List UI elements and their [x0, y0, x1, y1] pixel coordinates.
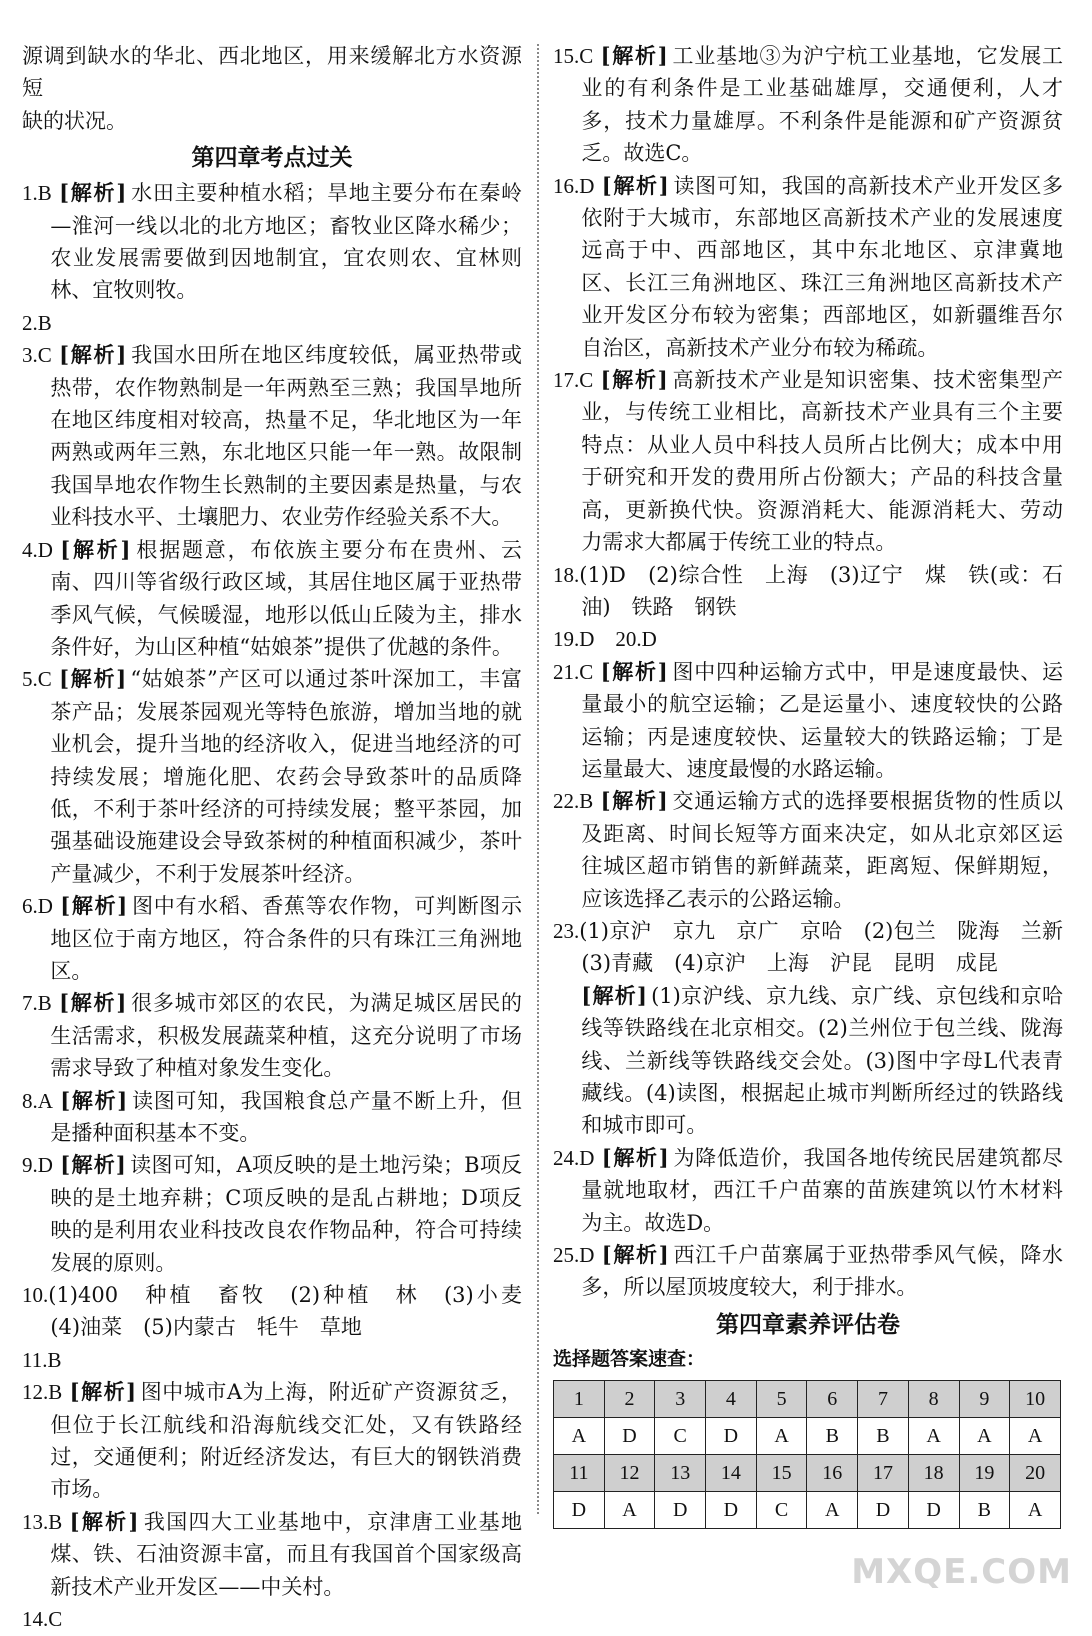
answer-cell: B [959, 1491, 1010, 1528]
analysis-tag: [解析] [600, 658, 669, 684]
answer-item [22, 534, 522, 664]
answer-cell: B [807, 1417, 858, 1454]
chapter-heading: 第四章考点过关 [191, 145, 353, 172]
analysis-tag: [解析] [60, 1087, 129, 1113]
answer-item [22, 1376, 522, 1506]
intro-line-1: 源调到缺水的华北、西北地区，用来缓解北方水资源短 [22, 44, 522, 101]
answer-item [22, 663, 522, 890]
analysis-tag: [解析] [601, 1144, 670, 1170]
answer-item [22, 339, 522, 533]
answer-item [553, 785, 1063, 915]
analysis-tag: [解析] [60, 1152, 127, 1178]
answer-text: 图中四种运输方式中，甲是速度最快、运量最小的航空运输；乙是运量小、速度较快的公路运输；丙是速度较快、运量较大的铁路运输；丁是运量最大、速度最慢的水路运输。 [581, 659, 1064, 781]
answer-key-label: 选择题答案速查： [553, 1347, 706, 1370]
answer-number: 25.D [553, 1243, 595, 1268]
answer-text: 交通运输方式的选择要根据货物的性质以及距离、时间长短等方面来决定，如从北京郊区运往城区超市销售的新鲜蔬菜，距离短、保鲜期短，应该选择乙表示的公路运输。 [581, 789, 1064, 911]
question-number-cell: 4 [706, 1380, 757, 1417]
answer-number: 15.C [553, 44, 594, 68]
question-number-cell: 1 [554, 1380, 605, 1417]
analysis-tag: [解析] [59, 180, 128, 206]
answer-number: 2.B [22, 310, 52, 335]
answer-number: 18. [553, 562, 580, 587]
answer-text: 图中有水稻、香蕉等农作物，可判断图示地区位于南方地区，符合条件的只有珠江三角洲地区。 [50, 894, 523, 983]
answer-item [22, 177, 522, 307]
answer-item [553, 170, 1063, 364]
answer-text: 读图可知，A项反映的是土地污染；B项反映的是土地弃耕；C项反映的是乱占耕地；D项反映的是利用农业科技改良农作物品种，符合可持续发展的原则。 [50, 1153, 522, 1275]
answer-number: 19.D 20.D [553, 627, 657, 652]
answer-text: 根据题意，布依族主要分布在贵州、云南、四川等省级行政区域，其居住地区属于亚热带季风气候，气候暖湿，地形以低山丘陵为主，排水条件好，为山区种植“姑娘茶”提供了优越的条件。 [50, 537, 522, 659]
answer-text: 我国四大工业基地中，京津唐工业基地煤、铁、石油资源丰富，而且有我国首个国家级高新技术产业开发区——中关村。 [50, 1509, 522, 1599]
left-answer-list [22, 177, 543, 1635]
analysis-tag: [解析] [600, 43, 669, 68]
question-number-cell: 18 [908, 1454, 959, 1491]
analysis-tag: [解析] [69, 1379, 138, 1405]
answer-number: 23. [553, 918, 580, 943]
answer-item [22, 1344, 522, 1376]
answer-table-number-row [554, 1454, 1061, 1491]
analysis-tag: [解析] [59, 990, 128, 1016]
left-column [22, 40, 543, 1636]
answer-item [22, 890, 522, 987]
answer-item [22, 1603, 522, 1635]
answer-number: 22.B [553, 789, 594, 814]
answer-item [553, 656, 1063, 786]
answer-text: “姑娘茶”产区可以通过茶叶深加工，丰富茶产品；发展茶园观光等特色旅游，增加当地的就业机会，提升当地的经济收入，促进当地经济的可持续发展；增施化肥、农药会导致茶叶的品质降低，不利于茶叶经济的可持续发展；整平茶园，加强基础设施建设会导致茶树的种植面积减少，茶叶产量减少，不利于发展茶叶经济。 [50, 667, 522, 886]
answer-cell: C [655, 1417, 706, 1454]
answer-text: (1)D (2)综合性 上海 (3)辽宁 煤 铁(或：石油) 铁路 钢铁 [579, 562, 1063, 619]
answer-number: 10. [22, 1283, 49, 1308]
question-number-cell: 5 [756, 1380, 807, 1417]
answer-text: 读图可知，我国粮食总产量不断上升，但是播种面积基本不变。 [50, 1088, 523, 1145]
answer-text: 为降低造价，我国各地传统民居建筑都尽量就地取材，西江千户苗寨的苗族建筑以竹木材料为主。故选D。 [581, 1145, 1063, 1235]
question-number-cell: 17 [858, 1454, 909, 1491]
answer-item [553, 915, 1084, 980]
answer-item [553, 1239, 1063, 1304]
answer-cell: A [1010, 1491, 1061, 1528]
answer-number: 11.B [22, 1347, 62, 1372]
answer-text: 图中城市A为上海，附近矿产资源贫乏，但位于长江航线和沿海航线交汇处，又有铁路经过，交通便利；附近经济发达，有巨大的钢铁消费市场。 [50, 1380, 523, 1502]
analysis-tag: [解析] [60, 893, 129, 919]
answer-number: 16.D [553, 173, 595, 198]
answer-number: 14.C [22, 1607, 63, 1632]
analysis-tag: [解析] [69, 1508, 140, 1534]
answer-cell: D [655, 1491, 706, 1528]
answer-table-answer-row [554, 1491, 1061, 1528]
answer-cell: A [604, 1491, 655, 1528]
answer-number: 24.D [553, 1145, 595, 1170]
analysis-tag: [解析] [581, 982, 648, 1008]
answer-cell: A [807, 1491, 858, 1528]
answer-cell: B [858, 1417, 909, 1454]
answer-text: 读图可知，我国的高新技术产业开发区多依附于大城市，东部地区高新技术产业的发展速度远高于中、西部地区，其中东北地区、京津冀地区、长江三角洲地区、珠江三角洲地区高新技术产业开发区分布较为密集；西部地区，如新疆维吾尔自治区，高新技术产业分布较为稀疏。 [581, 173, 1063, 360]
answer-text: 高新技术产业是知识密集、技术密集型产业，与传统工业相比，高新技术产业具有三个主要特点：从业人员中科技人员所占比例大；成本中用于研究和开发的费用所占份额大；产品的科技含量高，更新换代快。资源消耗大、能源消耗大、劳动力需求大都属于传统工业的特点。 [581, 368, 1064, 555]
watermark: MXQE.COM [851, 1552, 1072, 1592]
answer-item [553, 980, 1063, 1142]
answer-key-table [553, 1380, 1061, 1529]
question-number-cell: 13 [655, 1454, 706, 1491]
question-number-cell: 20 [1010, 1454, 1061, 1491]
answer-cell: C [756, 1491, 807, 1528]
answer-text: 我国水田所在地区纬度较低，属亚热带或热带，农作物熟制是一年两熟至三熟；我国旱地所在地区纬度相对较高，热量不足，华北地区为一年两熟或两年三熟，东北地区只能一年一熟。故限制我国旱地农作物生长熟制的主要因素是热量，与农业科技水平、土壤肥力、农业劳作经验关系不大。 [50, 343, 522, 530]
right-answer-list [553, 40, 1084, 1304]
answer-cell: D [908, 1491, 959, 1528]
question-number-cell: 8 [908, 1380, 959, 1417]
answer-number: 21.C [553, 659, 594, 684]
answer-item [22, 987, 522, 1084]
answer-number: 4.D [22, 537, 53, 562]
question-number-cell: 6 [807, 1380, 858, 1417]
question-number-cell: 2 [604, 1380, 655, 1417]
answer-cell: D [706, 1491, 757, 1528]
analysis-tag: [解析] [601, 172, 670, 198]
answer-cell: D [706, 1417, 757, 1454]
answer-number: 7.B [22, 991, 52, 1016]
answer-item [22, 1149, 522, 1279]
assessment-heading: 第四章素养评估卷 [716, 1311, 900, 1338]
answer-item [553, 364, 1063, 558]
answer-number: 6.D [22, 894, 53, 919]
answer-item [22, 1085, 522, 1150]
question-number-cell: 15 [756, 1454, 807, 1491]
answer-number: 8.A [22, 1088, 53, 1113]
right-column [553, 40, 1084, 1529]
answer-table-number-row [554, 1380, 1061, 1417]
answer-number: 13.B [22, 1509, 63, 1534]
answer-cell: A [959, 1417, 1010, 1454]
answer-number: 1.B [22, 181, 52, 206]
answer-item [553, 623, 1063, 655]
answer-cell: A [554, 1417, 605, 1454]
analysis-tag: [解析] [600, 367, 669, 393]
answer-text: 工业基地③为沪宁杭工业基地，它发展工业的有利条件是工业基础雄厚，交通便利，人才多，技术力量雄厚。不利条件是能源和矿产资源贫乏。故选C。 [581, 44, 1064, 166]
answer-cell: D [858, 1491, 909, 1528]
question-number-cell: 16 [807, 1454, 858, 1491]
answer-cell: A [756, 1417, 807, 1454]
answer-item [22, 1506, 522, 1603]
analysis-tag: [解析] [60, 536, 132, 562]
answer-item [22, 1279, 543, 1344]
answer-cell: A [908, 1417, 959, 1454]
analysis-tag: [解析] [59, 342, 128, 368]
answer-table-answer-row [554, 1417, 1061, 1454]
answer-item [553, 40, 1063, 170]
answer-text: (1)400 种植 畜牧 (2)种植 林 (3)小麦 (4)油菜 (5)内蒙古 牦牛 草地 [48, 1283, 543, 1340]
answer-text: 西江千户苗寨属于亚热带季风气候，降水多，所以屋顶坡度较大，利于排水。 [581, 1243, 1063, 1300]
question-number-cell: 10 [1010, 1380, 1061, 1417]
answer-item [553, 559, 1063, 624]
question-number-cell: 14 [706, 1454, 757, 1491]
question-number-cell: 19 [959, 1454, 1010, 1491]
answer-text: (1)京沪线、京九线、京广线、京包线和京哈线等铁路线在北京相交。(2)兰州位于包兰线、陇海线、兰新线等铁路线交会处。(3)图中字母L代表青藏线。(4)读图，根据起止城市判断所经过的铁路线和城市即可。 [581, 983, 1063, 1138]
answer-cell: D [604, 1417, 655, 1454]
intro-line-2: 缺的状况。 [22, 108, 127, 133]
analysis-tag: [解析] [59, 666, 128, 692]
answer-number: 17.C [553, 368, 594, 393]
answer-item [553, 1142, 1063, 1239]
answer-number: 5.C [22, 667, 52, 692]
question-number-cell: 9 [959, 1380, 1010, 1417]
question-number-cell: 7 [858, 1380, 909, 1417]
answer-text: 很多城市郊区的农民，为满足城区居民的生活需求，积极发展蔬菜种植，这充分说明了市场需求导致了种植对象发生变化。 [50, 991, 522, 1081]
answer-text: 水田主要种植水稻；旱地主要分布在秦岭—淮河一线以北的北方地区；畜牧业区降水稀少；农业发展需要做到因地制宜，宜农则农、宜林则林、宜牧则牧。 [50, 181, 522, 303]
answer-item [22, 307, 522, 339]
answer-number: 12.B [22, 1380, 63, 1405]
answer-cell: A [1010, 1417, 1061, 1454]
answer-text: (1)京沪 京九 京广 京哈 (2)包兰 陇海 兰新 (3)青藏 (4)京沪 上海 沪昆 昆明 成昆 [579, 918, 1084, 976]
answer-number: 9.D [22, 1153, 53, 1178]
question-number-cell: 11 [554, 1454, 605, 1491]
question-number-cell: 3 [655, 1380, 706, 1417]
answer-number: 3.C [22, 343, 52, 368]
answer-cell: D [554, 1491, 605, 1528]
analysis-tag: [解析] [601, 1242, 670, 1268]
question-number-cell: 12 [604, 1454, 655, 1491]
analysis-tag: [解析] [600, 788, 669, 814]
